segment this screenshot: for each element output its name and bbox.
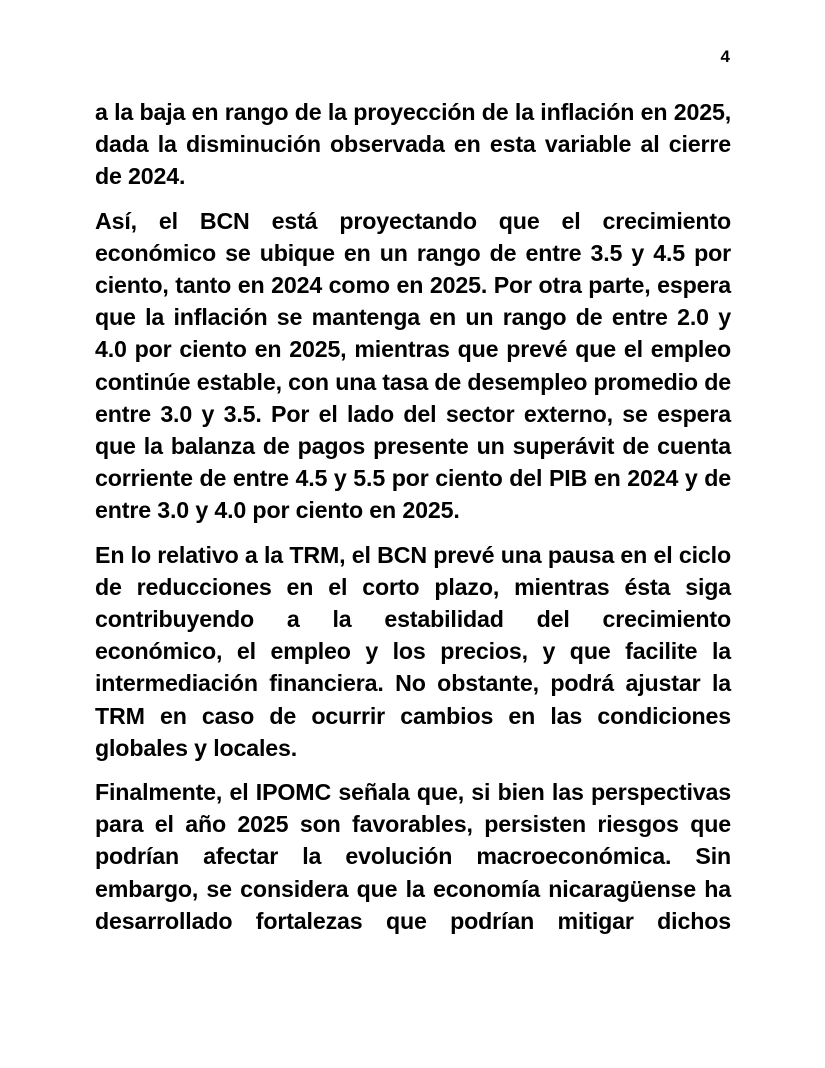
body-text-column: [95, 96, 731, 937]
paragraph-ipomc-riesgos: Finalmente, el IPOMC señala que, si bien las perspectivas para el año 2025 son favorables, persisten riesgos que podrían afectar la evolución macroeconómica. Sin embargo, se considera que la economía nicaragüense ha desarrollado fortalezas que podrían mitigar dichos: [95, 779, 731, 934]
paragraph-proyecciones-bcn: Así, el BCN está proyectando que el crecimiento económico se ubique en un rango de entre 3.5 y 4.5 por ciento, tanto en 2024 como en 2025. Por otra parte, espera que la inflación se mantenga en un rango de entre 2.0 y 4.0 por ciento en 2025, mientras que prevé que el empleo continúe estable, con una tasa de desempleo promedio de entre 3.0 y 3.5. Por el lado del sector externo, se espera que la balanza de pagos presente un superávit de cuenta corriente de entre 4.5 y 5.5 por ciento del PIB en 2024 y de entre 3.0 y 4.0 por ciento en 2025.: [95, 207, 731, 524]
paragraph-inflacion-2025: a la baja en rango de la proyección de la inflación en 2025, dada la disminución observada en esta variable al cierre de 2024.: [95, 99, 731, 190]
page-number: 4: [720, 47, 730, 66]
paragraph-trm: En lo relativo a la TRM, el BCN prevé una pausa en el ciclo de reducciones en el corto plazo, mientras ésta siga contribuyendo a la estabilidad del crecimiento económico, el empleo y los precios, y que facilite la intermediación financiera. No obstante, podrá ajustar la TRM en caso de ocurrir cambios en las condiciones globales y locales.: [95, 541, 731, 761]
